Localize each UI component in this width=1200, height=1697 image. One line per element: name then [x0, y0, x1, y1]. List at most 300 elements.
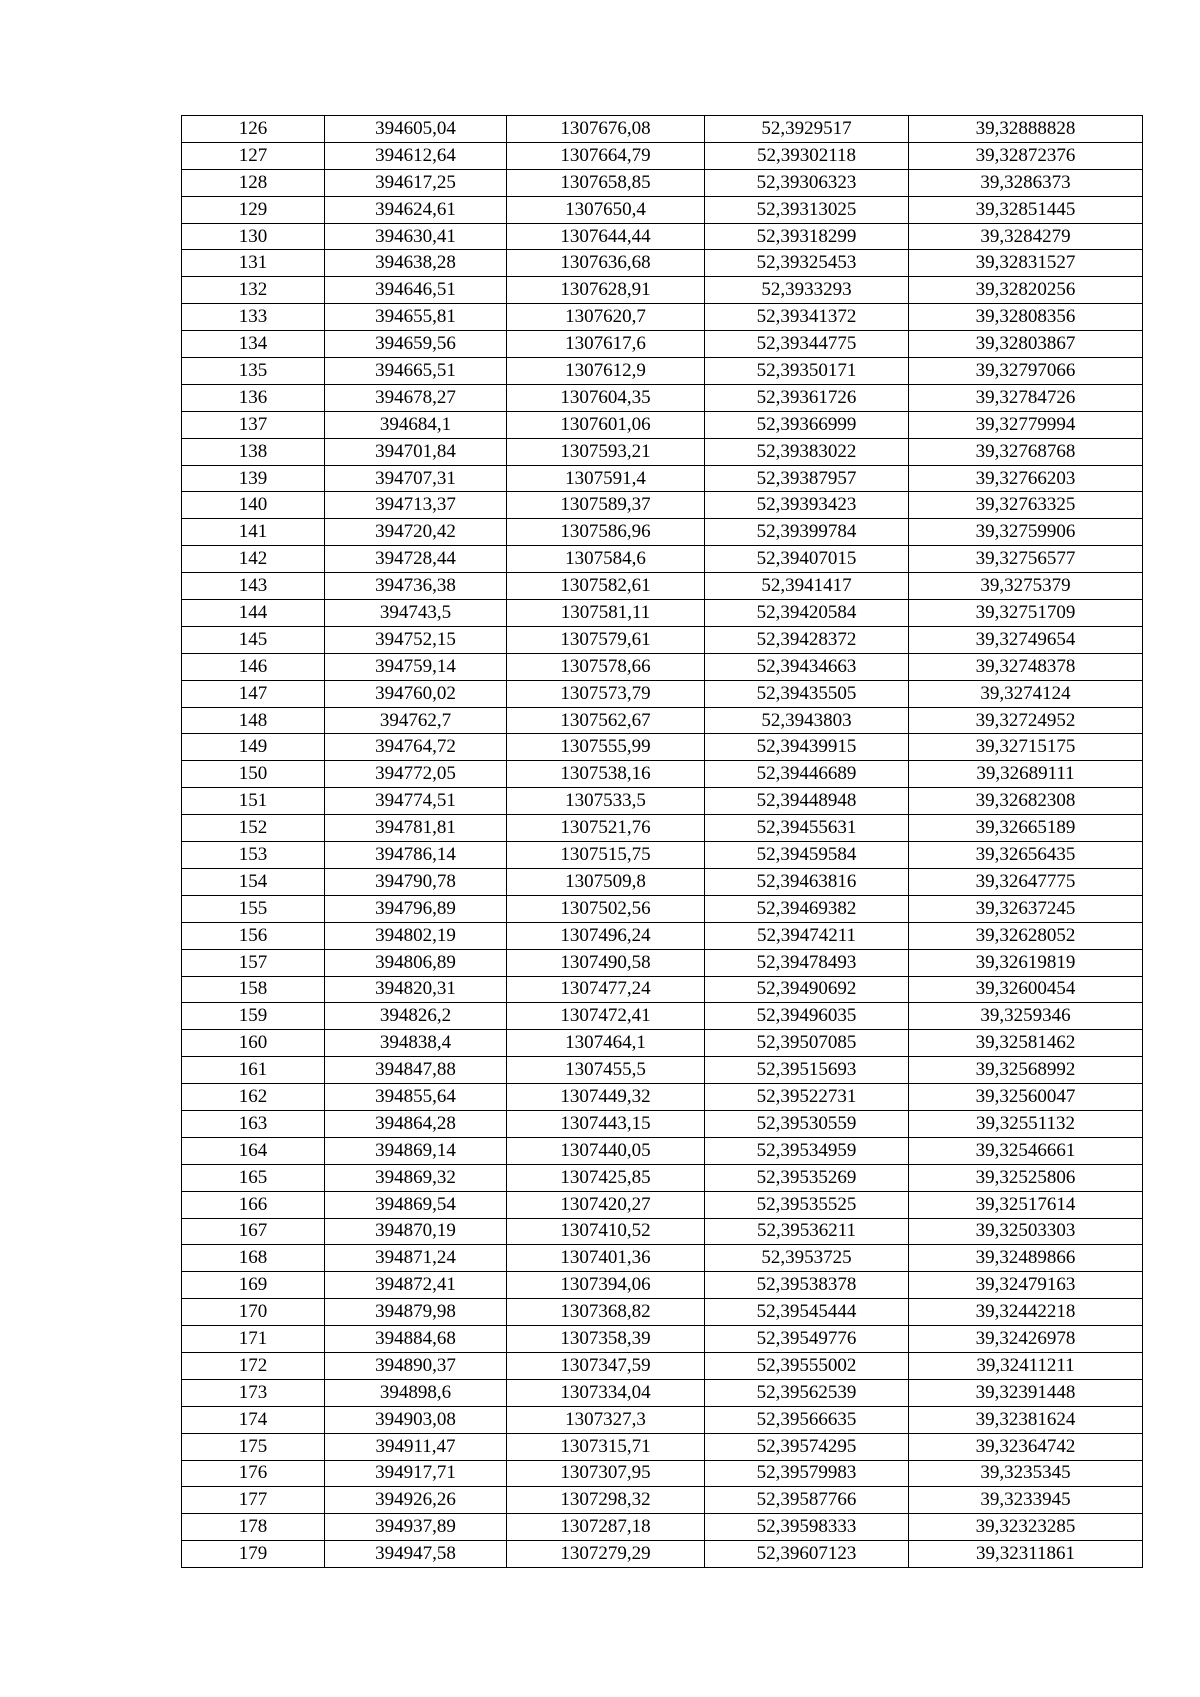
latitude-cell: 52,39325453	[705, 250, 909, 277]
point-number-cell: 166	[182, 1191, 325, 1218]
y-coordinate-cell: 1307455,5	[507, 1057, 705, 1084]
longitude-cell: 39,32779994	[909, 411, 1143, 438]
y-coordinate-cell: 1307538,16	[507, 761, 705, 788]
table-row	[182, 922, 1143, 949]
latitude-cell: 52,39587766	[705, 1487, 909, 1514]
point-number-cell: 171	[182, 1326, 325, 1353]
point-number-cell: 154	[182, 868, 325, 895]
x-coordinate-cell: 394617,25	[325, 169, 507, 196]
y-coordinate-cell: 1307347,59	[507, 1352, 705, 1379]
latitude-cell: 52,39496035	[705, 1003, 909, 1030]
table-row	[182, 788, 1143, 815]
table-row	[182, 438, 1143, 465]
latitude-cell: 52,3941417	[705, 573, 909, 600]
table-row	[182, 1003, 1143, 1030]
table-row	[182, 304, 1143, 331]
latitude-cell: 52,39579983	[705, 1460, 909, 1487]
point-number-cell: 153	[182, 842, 325, 869]
point-number-cell: 155	[182, 895, 325, 922]
latitude-cell: 52,39313025	[705, 196, 909, 223]
y-coordinate-cell: 1307604,35	[507, 384, 705, 411]
table-row	[182, 1541, 1143, 1568]
longitude-cell: 39,32797066	[909, 358, 1143, 385]
x-coordinate-cell: 394630,41	[325, 223, 507, 250]
point-number-cell: 141	[182, 519, 325, 546]
x-coordinate-cell: 394855,64	[325, 1084, 507, 1111]
latitude-cell: 52,39607123	[705, 1541, 909, 1568]
y-coordinate-cell: 1307358,39	[507, 1326, 705, 1353]
point-number-cell: 134	[182, 331, 325, 358]
x-coordinate-cell: 394707,31	[325, 465, 507, 492]
longitude-cell: 39,32323285	[909, 1514, 1143, 1541]
x-coordinate-cell: 394869,54	[325, 1191, 507, 1218]
point-number-cell: 150	[182, 761, 325, 788]
table-row	[182, 707, 1143, 734]
point-number-cell: 151	[182, 788, 325, 815]
latitude-cell: 52,39387957	[705, 465, 909, 492]
y-coordinate-cell: 1307443,15	[507, 1110, 705, 1137]
latitude-cell: 52,39306323	[705, 169, 909, 196]
y-coordinate-cell: 1307315,71	[507, 1433, 705, 1460]
y-coordinate-cell: 1307298,32	[507, 1487, 705, 1514]
latitude-cell: 52,39535269	[705, 1164, 909, 1191]
table-row	[182, 1272, 1143, 1299]
table-row	[182, 1379, 1143, 1406]
longitude-cell: 39,3233945	[909, 1487, 1143, 1514]
table-row	[182, 1191, 1143, 1218]
x-coordinate-cell: 394869,32	[325, 1164, 507, 1191]
longitude-cell: 39,32560047	[909, 1084, 1143, 1111]
latitude-cell: 52,39536211	[705, 1218, 909, 1245]
y-coordinate-cell: 1307644,44	[507, 223, 705, 250]
y-coordinate-cell: 1307410,52	[507, 1218, 705, 1245]
point-number-cell: 136	[182, 384, 325, 411]
point-number-cell: 143	[182, 573, 325, 600]
latitude-cell: 52,39435505	[705, 680, 909, 707]
x-coordinate-cell: 394736,38	[325, 573, 507, 600]
longitude-cell: 39,3286373	[909, 169, 1143, 196]
longitude-cell: 39,32665189	[909, 815, 1143, 842]
latitude-cell: 52,39399784	[705, 519, 909, 546]
y-coordinate-cell: 1307420,27	[507, 1191, 705, 1218]
table-row	[182, 573, 1143, 600]
longitude-cell: 39,32759906	[909, 519, 1143, 546]
latitude-cell: 52,39574295	[705, 1433, 909, 1460]
y-coordinate-cell: 1307612,9	[507, 358, 705, 385]
longitude-cell: 39,32525806	[909, 1164, 1143, 1191]
point-number-cell: 179	[182, 1541, 325, 1568]
longitude-cell: 39,32581462	[909, 1030, 1143, 1057]
longitude-cell: 39,32656435	[909, 842, 1143, 869]
x-coordinate-cell: 394774,51	[325, 788, 507, 815]
x-coordinate-cell: 394947,58	[325, 1541, 507, 1568]
latitude-cell: 52,39474211	[705, 922, 909, 949]
latitude-cell: 52,39341372	[705, 304, 909, 331]
point-number-cell: 148	[182, 707, 325, 734]
y-coordinate-cell: 1307664,79	[507, 142, 705, 169]
latitude-cell: 52,39562539	[705, 1379, 909, 1406]
latitude-cell: 52,39383022	[705, 438, 909, 465]
table-row	[182, 626, 1143, 653]
y-coordinate-cell: 1307368,82	[507, 1299, 705, 1326]
table-row	[182, 331, 1143, 358]
point-number-cell: 161	[182, 1057, 325, 1084]
longitude-cell: 39,32546661	[909, 1137, 1143, 1164]
point-number-cell: 158	[182, 976, 325, 1003]
latitude-cell: 52,39507085	[705, 1030, 909, 1057]
point-number-cell: 175	[182, 1433, 325, 1460]
latitude-cell: 52,39534959	[705, 1137, 909, 1164]
x-coordinate-cell: 394701,84	[325, 438, 507, 465]
y-coordinate-cell: 1307490,58	[507, 949, 705, 976]
x-coordinate-cell: 394884,68	[325, 1326, 507, 1353]
point-number-cell: 165	[182, 1164, 325, 1191]
y-coordinate-cell: 1307676,08	[507, 116, 705, 143]
table-row	[182, 223, 1143, 250]
longitude-cell: 39,32381624	[909, 1406, 1143, 1433]
x-coordinate-cell: 394655,81	[325, 304, 507, 331]
point-number-cell: 157	[182, 949, 325, 976]
latitude-cell: 52,39463816	[705, 868, 909, 895]
table-row	[182, 142, 1143, 169]
point-number-cell: 142	[182, 546, 325, 573]
table-row	[182, 1218, 1143, 1245]
y-coordinate-cell: 1307496,24	[507, 922, 705, 949]
y-coordinate-cell: 1307582,61	[507, 573, 705, 600]
longitude-cell: 39,32872376	[909, 142, 1143, 169]
point-number-cell: 138	[182, 438, 325, 465]
longitude-cell: 39,32628052	[909, 922, 1143, 949]
point-number-cell: 144	[182, 600, 325, 627]
longitude-cell: 39,32749654	[909, 626, 1143, 653]
y-coordinate-cell: 1307658,85	[507, 169, 705, 196]
y-coordinate-cell: 1307334,04	[507, 1379, 705, 1406]
longitude-cell: 39,32820256	[909, 277, 1143, 304]
x-coordinate-cell: 394871,24	[325, 1245, 507, 1272]
longitude-cell: 39,32851445	[909, 196, 1143, 223]
latitude-cell: 52,39515693	[705, 1057, 909, 1084]
x-coordinate-cell: 394624,61	[325, 196, 507, 223]
x-coordinate-cell: 394937,89	[325, 1514, 507, 1541]
longitude-cell: 39,32568992	[909, 1057, 1143, 1084]
y-coordinate-cell: 1307581,11	[507, 600, 705, 627]
longitude-cell: 39,32756577	[909, 546, 1143, 573]
latitude-cell: 52,39448948	[705, 788, 909, 815]
latitude-cell: 52,39318299	[705, 223, 909, 250]
longitude-cell: 39,32751709	[909, 600, 1143, 627]
table-row	[182, 465, 1143, 492]
point-number-cell: 169	[182, 1272, 325, 1299]
longitude-cell: 39,32364742	[909, 1433, 1143, 1460]
longitude-cell: 39,32479163	[909, 1272, 1143, 1299]
latitude-cell: 52,39545444	[705, 1299, 909, 1326]
x-coordinate-cell: 394638,28	[325, 250, 507, 277]
x-coordinate-cell: 394917,71	[325, 1460, 507, 1487]
y-coordinate-cell: 1307578,66	[507, 653, 705, 680]
point-number-cell: 129	[182, 196, 325, 223]
y-coordinate-cell: 1307464,1	[507, 1030, 705, 1057]
point-number-cell: 131	[182, 250, 325, 277]
y-coordinate-cell: 1307401,36	[507, 1245, 705, 1272]
latitude-cell: 52,39478493	[705, 949, 909, 976]
latitude-cell: 52,39420584	[705, 600, 909, 627]
point-number-cell: 159	[182, 1003, 325, 1030]
y-coordinate-cell: 1307287,18	[507, 1514, 705, 1541]
y-coordinate-cell: 1307601,06	[507, 411, 705, 438]
x-coordinate-cell: 394678,27	[325, 384, 507, 411]
y-coordinate-cell: 1307628,91	[507, 277, 705, 304]
x-coordinate-cell: 394879,98	[325, 1299, 507, 1326]
longitude-cell: 39,32803867	[909, 331, 1143, 358]
latitude-cell: 52,39393423	[705, 492, 909, 519]
longitude-cell: 39,32715175	[909, 734, 1143, 761]
longitude-cell: 39,3284279	[909, 223, 1143, 250]
point-number-cell: 163	[182, 1110, 325, 1137]
y-coordinate-cell: 1307533,5	[507, 788, 705, 815]
table-row	[182, 1110, 1143, 1137]
longitude-cell: 39,3275379	[909, 573, 1143, 600]
x-coordinate-cell: 394665,51	[325, 358, 507, 385]
latitude-cell: 52,39538378	[705, 1272, 909, 1299]
latitude-cell: 52,39530559	[705, 1110, 909, 1137]
x-coordinate-cell: 394898,6	[325, 1379, 507, 1406]
latitude-cell: 52,39361726	[705, 384, 909, 411]
longitude-cell: 39,32766203	[909, 465, 1143, 492]
longitude-cell: 39,32682308	[909, 788, 1143, 815]
table-row	[182, 384, 1143, 411]
x-coordinate-cell: 394752,15	[325, 626, 507, 653]
x-coordinate-cell: 394728,44	[325, 546, 507, 573]
y-coordinate-cell: 1307636,68	[507, 250, 705, 277]
coordinates-table	[181, 115, 1143, 1568]
y-coordinate-cell: 1307589,37	[507, 492, 705, 519]
longitude-cell: 39,32600454	[909, 976, 1143, 1003]
table-row	[182, 519, 1143, 546]
y-coordinate-cell: 1307307,95	[507, 1460, 705, 1487]
longitude-cell: 39,32311861	[909, 1541, 1143, 1568]
table-row	[182, 761, 1143, 788]
latitude-cell: 52,39302118	[705, 142, 909, 169]
longitude-cell: 39,3235345	[909, 1460, 1143, 1487]
point-number-cell: 132	[182, 277, 325, 304]
y-coordinate-cell: 1307279,29	[507, 1541, 705, 1568]
longitude-cell: 39,32517614	[909, 1191, 1143, 1218]
longitude-cell: 39,32619819	[909, 949, 1143, 976]
latitude-cell: 52,39428372	[705, 626, 909, 653]
x-coordinate-cell: 394760,02	[325, 680, 507, 707]
point-number-cell: 170	[182, 1299, 325, 1326]
y-coordinate-cell: 1307617,6	[507, 331, 705, 358]
y-coordinate-cell: 1307515,75	[507, 842, 705, 869]
longitude-cell: 39,32768768	[909, 438, 1143, 465]
y-coordinate-cell: 1307440,05	[507, 1137, 705, 1164]
table-row	[182, 1030, 1143, 1057]
x-coordinate-cell: 394826,2	[325, 1003, 507, 1030]
table-row	[182, 1137, 1143, 1164]
point-number-cell: 172	[182, 1352, 325, 1379]
longitude-cell: 39,32763325	[909, 492, 1143, 519]
table-row	[182, 1460, 1143, 1487]
y-coordinate-cell: 1307579,61	[507, 626, 705, 653]
x-coordinate-cell: 394781,81	[325, 815, 507, 842]
point-number-cell: 156	[182, 922, 325, 949]
y-coordinate-cell: 1307562,67	[507, 707, 705, 734]
y-coordinate-cell: 1307591,4	[507, 465, 705, 492]
longitude-cell: 39,32551132	[909, 1110, 1143, 1137]
latitude-cell: 52,39490692	[705, 976, 909, 1003]
table-row	[182, 1326, 1143, 1353]
x-coordinate-cell: 394759,14	[325, 653, 507, 680]
x-coordinate-cell: 394786,14	[325, 842, 507, 869]
y-coordinate-cell: 1307650,4	[507, 196, 705, 223]
point-number-cell: 139	[182, 465, 325, 492]
point-number-cell: 177	[182, 1487, 325, 1514]
longitude-cell: 39,32503303	[909, 1218, 1143, 1245]
point-number-cell: 178	[182, 1514, 325, 1541]
x-coordinate-cell: 394864,28	[325, 1110, 507, 1137]
table-row	[182, 868, 1143, 895]
latitude-cell: 52,39549776	[705, 1326, 909, 1353]
coordinates-table-body	[182, 116, 1143, 1568]
longitude-cell: 39,32489866	[909, 1245, 1143, 1272]
table-row	[182, 1514, 1143, 1541]
longitude-cell: 39,32689111	[909, 761, 1143, 788]
table-row	[182, 815, 1143, 842]
y-coordinate-cell: 1307394,06	[507, 1272, 705, 1299]
latitude-cell: 52,39566635	[705, 1406, 909, 1433]
table-row	[182, 277, 1143, 304]
longitude-cell: 39,32888828	[909, 116, 1143, 143]
point-number-cell: 160	[182, 1030, 325, 1057]
table-row	[182, 492, 1143, 519]
latitude-cell: 52,39555002	[705, 1352, 909, 1379]
latitude-cell: 52,3929517	[705, 116, 909, 143]
table-row	[182, 1487, 1143, 1514]
longitude-cell: 39,32784726	[909, 384, 1143, 411]
latitude-cell: 52,39598333	[705, 1514, 909, 1541]
point-number-cell: 152	[182, 815, 325, 842]
point-number-cell: 174	[182, 1406, 325, 1433]
table-row	[182, 653, 1143, 680]
point-number-cell: 164	[182, 1137, 325, 1164]
longitude-cell: 39,32391448	[909, 1379, 1143, 1406]
y-coordinate-cell: 1307555,99	[507, 734, 705, 761]
table-row	[182, 358, 1143, 385]
y-coordinate-cell: 1307327,3	[507, 1406, 705, 1433]
table-row	[182, 1084, 1143, 1111]
table-row	[182, 680, 1143, 707]
latitude-cell: 52,39407015	[705, 546, 909, 573]
x-coordinate-cell: 394872,41	[325, 1272, 507, 1299]
table-row	[182, 250, 1143, 277]
point-number-cell: 149	[182, 734, 325, 761]
x-coordinate-cell: 394612,64	[325, 142, 507, 169]
latitude-cell: 52,39469382	[705, 895, 909, 922]
latitude-cell: 52,39446689	[705, 761, 909, 788]
latitude-cell: 52,39535525	[705, 1191, 909, 1218]
longitude-cell: 39,3274124	[909, 680, 1143, 707]
y-coordinate-cell: 1307472,41	[507, 1003, 705, 1030]
table-row	[182, 1245, 1143, 1272]
y-coordinate-cell: 1307425,85	[507, 1164, 705, 1191]
x-coordinate-cell: 394790,78	[325, 868, 507, 895]
x-coordinate-cell: 394684,1	[325, 411, 507, 438]
longitude-cell: 39,32637245	[909, 895, 1143, 922]
point-number-cell: 137	[182, 411, 325, 438]
latitude-cell: 52,3943803	[705, 707, 909, 734]
x-coordinate-cell: 394605,04	[325, 116, 507, 143]
x-coordinate-cell: 394926,26	[325, 1487, 507, 1514]
x-coordinate-cell: 394869,14	[325, 1137, 507, 1164]
y-coordinate-cell: 1307586,96	[507, 519, 705, 546]
point-number-cell: 146	[182, 653, 325, 680]
latitude-cell: 52,39439915	[705, 734, 909, 761]
point-number-cell: 145	[182, 626, 325, 653]
point-number-cell: 167	[182, 1218, 325, 1245]
point-number-cell: 162	[182, 1084, 325, 1111]
table-row	[182, 1299, 1143, 1326]
table-row	[182, 546, 1143, 573]
y-coordinate-cell: 1307509,8	[507, 868, 705, 895]
latitude-cell: 52,39350171	[705, 358, 909, 385]
point-number-cell: 127	[182, 142, 325, 169]
y-coordinate-cell: 1307620,7	[507, 304, 705, 331]
point-number-cell: 130	[182, 223, 325, 250]
table-row	[182, 411, 1143, 438]
longitude-cell: 39,3259346	[909, 1003, 1143, 1030]
table-row	[182, 949, 1143, 976]
x-coordinate-cell: 394806,89	[325, 949, 507, 976]
x-coordinate-cell: 394713,37	[325, 492, 507, 519]
x-coordinate-cell: 394890,37	[325, 1352, 507, 1379]
x-coordinate-cell: 394762,7	[325, 707, 507, 734]
table-row	[182, 1406, 1143, 1433]
point-number-cell: 147	[182, 680, 325, 707]
point-number-cell: 135	[182, 358, 325, 385]
table-row	[182, 976, 1143, 1003]
longitude-cell: 39,32442218	[909, 1299, 1143, 1326]
latitude-cell: 52,39366999	[705, 411, 909, 438]
latitude-cell: 52,3933293	[705, 277, 909, 304]
x-coordinate-cell: 394820,31	[325, 976, 507, 1003]
longitude-cell: 39,32724952	[909, 707, 1143, 734]
table-row	[182, 1352, 1143, 1379]
y-coordinate-cell: 1307521,76	[507, 815, 705, 842]
point-number-cell: 133	[182, 304, 325, 331]
y-coordinate-cell: 1307477,24	[507, 976, 705, 1003]
point-number-cell: 168	[182, 1245, 325, 1272]
table-row	[182, 116, 1143, 143]
point-number-cell: 126	[182, 116, 325, 143]
point-number-cell: 173	[182, 1379, 325, 1406]
x-coordinate-cell: 394646,51	[325, 277, 507, 304]
x-coordinate-cell: 394911,47	[325, 1433, 507, 1460]
longitude-cell: 39,32808356	[909, 304, 1143, 331]
x-coordinate-cell: 394659,56	[325, 331, 507, 358]
point-number-cell: 140	[182, 492, 325, 519]
table-row	[182, 895, 1143, 922]
table-row	[182, 1433, 1143, 1460]
longitude-cell: 39,32411211	[909, 1352, 1143, 1379]
point-number-cell: 176	[182, 1460, 325, 1487]
table-row	[182, 1057, 1143, 1084]
longitude-cell: 39,32426978	[909, 1326, 1143, 1353]
longitude-cell: 39,32831527	[909, 250, 1143, 277]
latitude-cell: 52,3953725	[705, 1245, 909, 1272]
x-coordinate-cell: 394772,05	[325, 761, 507, 788]
x-coordinate-cell: 394743,5	[325, 600, 507, 627]
y-coordinate-cell: 1307584,6	[507, 546, 705, 573]
